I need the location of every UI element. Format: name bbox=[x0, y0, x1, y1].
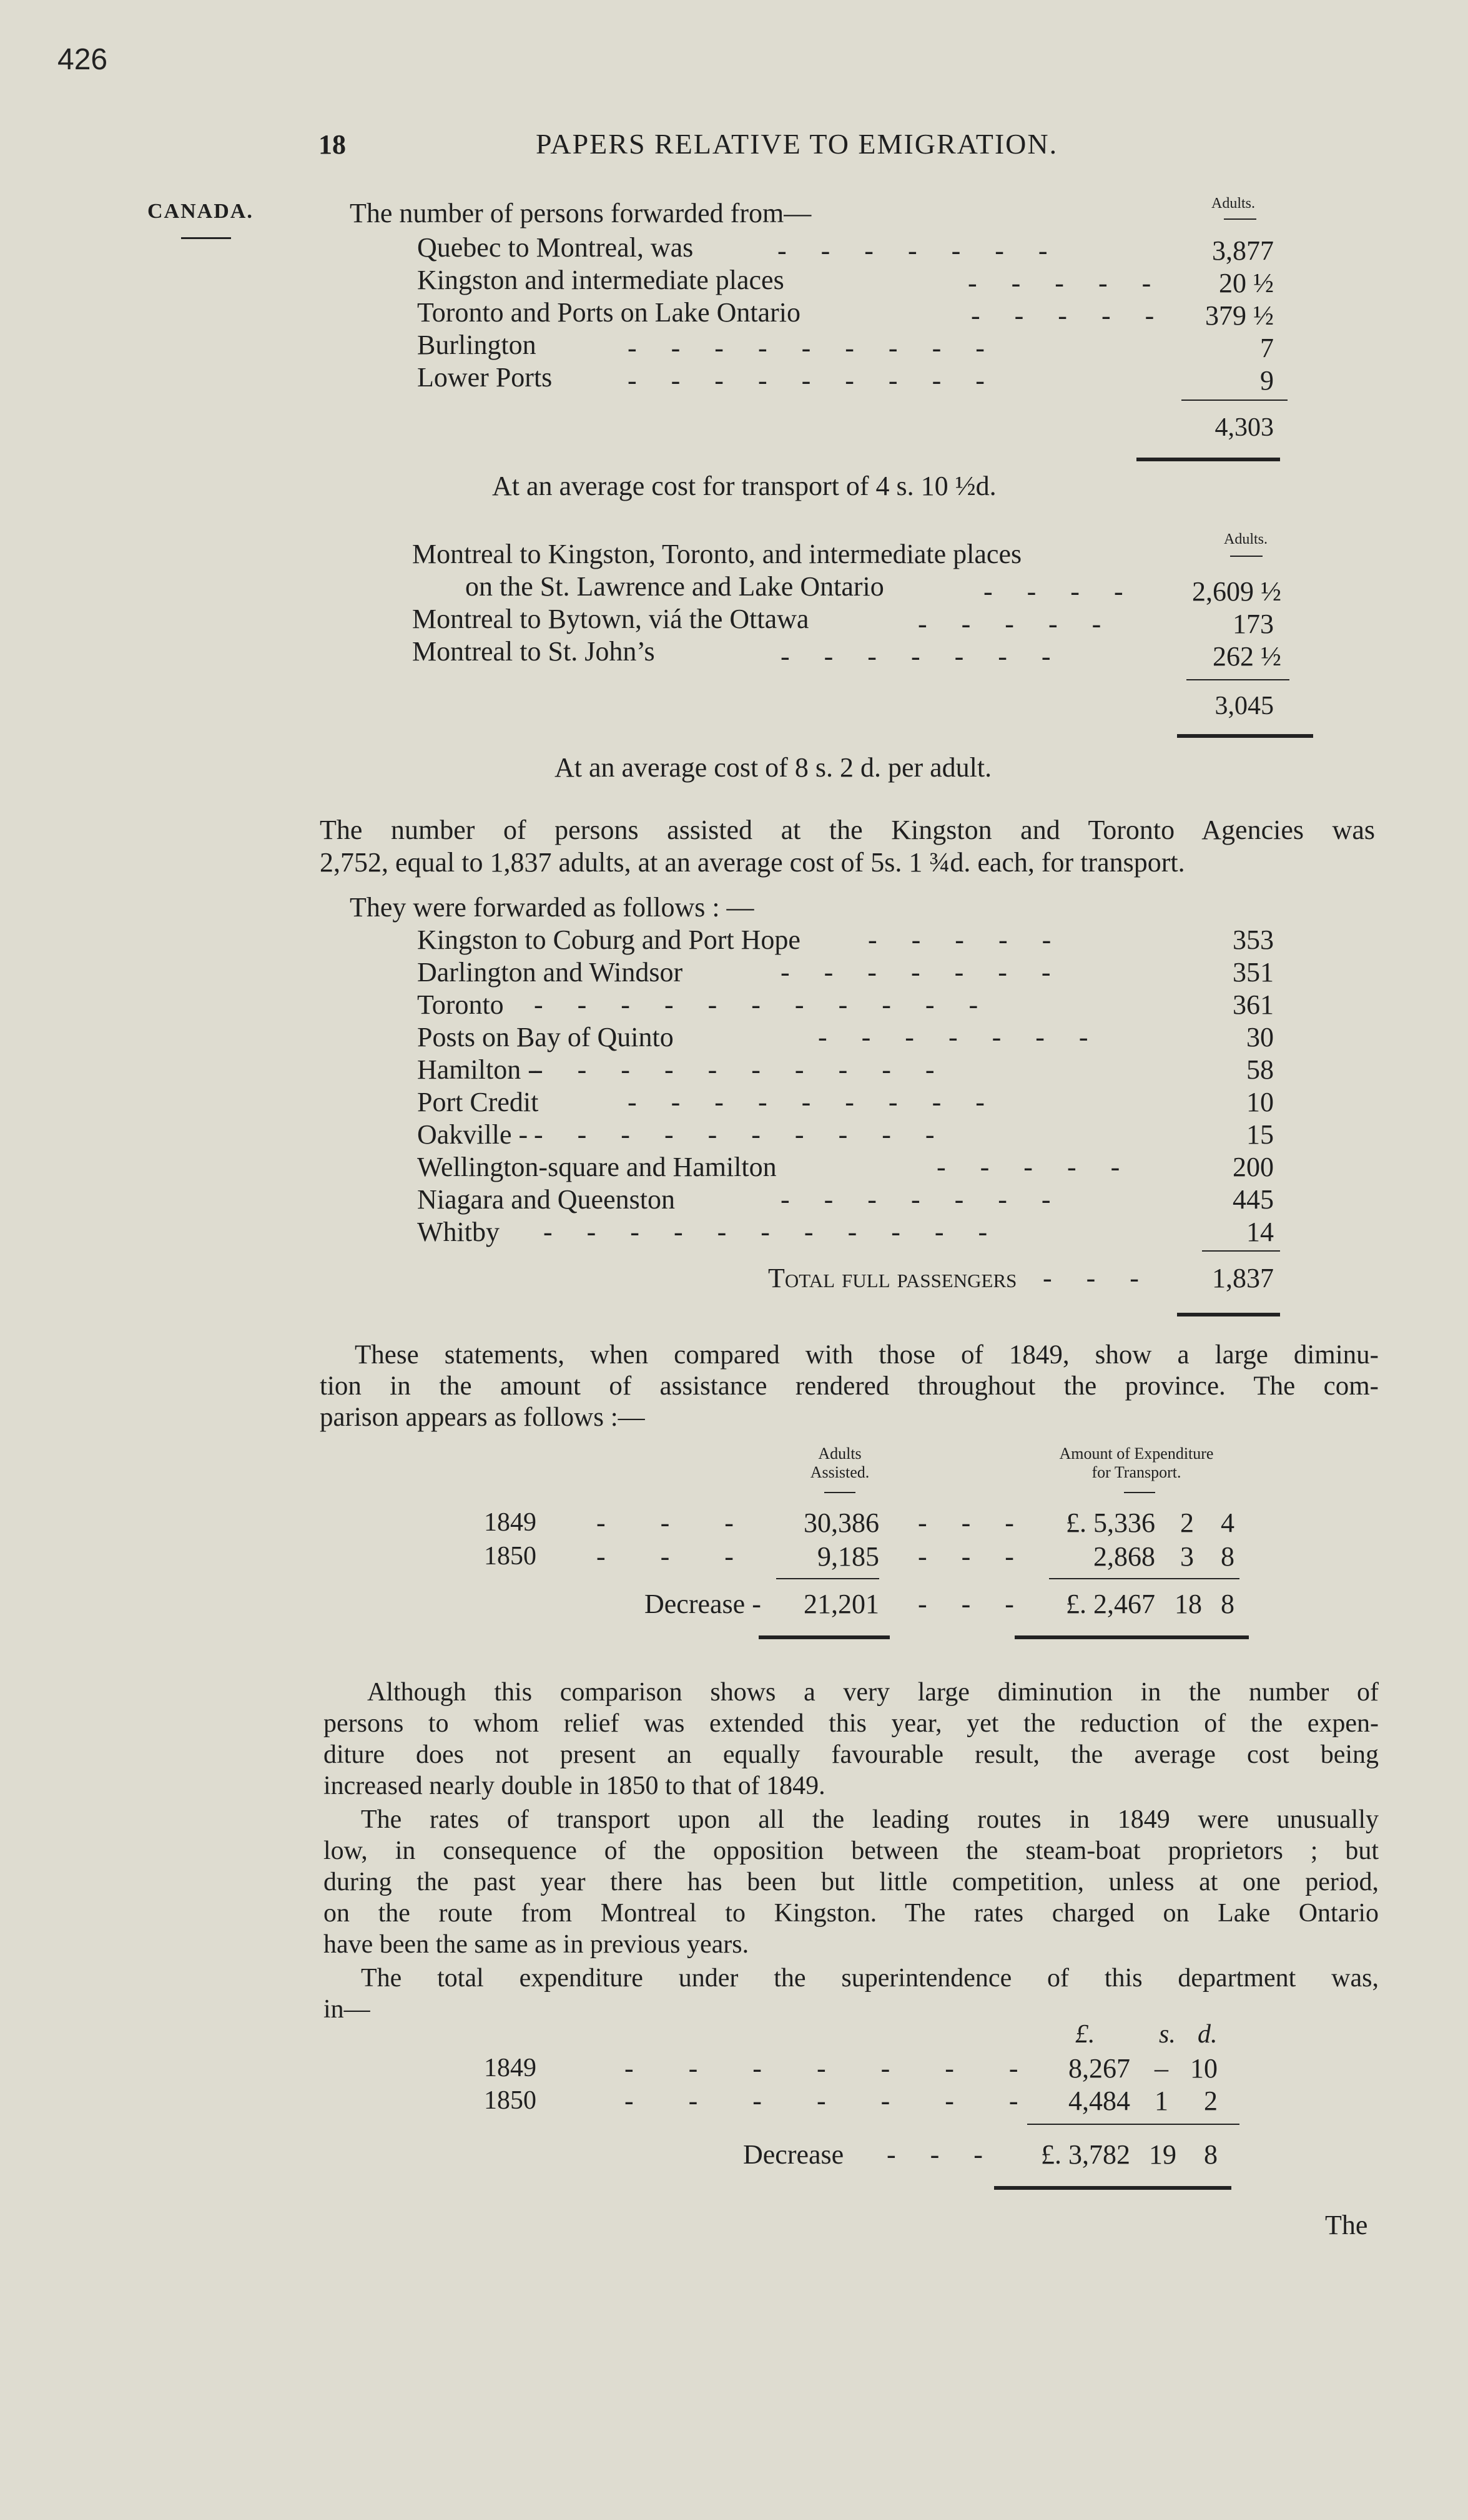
section2-row-label: Montreal to Kingston, Toronto, and intermediate places bbox=[412, 539, 1022, 569]
expenditure-decrease-shillings: 19 bbox=[1149, 2139, 1176, 2170]
section3-row-dashes: - - - - - - - - - - - bbox=[543, 1217, 988, 1247]
inner-page-number: 18 bbox=[318, 129, 346, 160]
expenditure-decrease-label: Decrease bbox=[743, 2139, 844, 2170]
comparison-sum-rule bbox=[776, 1578, 879, 1579]
para-line: low, in consequence of the opposition between the steam-boat proprietors ; but bbox=[323, 1836, 1379, 1865]
section1-row-dashes: - - - - - bbox=[968, 268, 1151, 298]
section1-row: Quebec to Montreal, was bbox=[417, 232, 694, 263]
expenditure-header-shillings: s. bbox=[1159, 2020, 1176, 2049]
expenditure-header-pence: d. bbox=[1198, 2020, 1218, 2049]
expenditure-pounds: 4,484 bbox=[1068, 2086, 1130, 2116]
section1-unit-label: Adults. bbox=[1211, 195, 1256, 212]
section2-row-label-cont: on the St. Lawrence and Lake Ontario bbox=[465, 571, 884, 602]
comparison-shillings: 3 bbox=[1180, 1541, 1194, 1572]
section2-note: At an average cost of 8 s. 2 d. per adult. bbox=[554, 752, 992, 783]
comparison-pence: 4 bbox=[1221, 1508, 1234, 1538]
section1-row: Kingston and intermediate places bbox=[417, 265, 784, 295]
section1-row-value: 20 ½ bbox=[1219, 268, 1274, 298]
section2-row-label: Montreal to St. John’s bbox=[412, 636, 655, 667]
para-line: diture does not present an equally favourable result, the average cost being bbox=[323, 1740, 1379, 1769]
expenditure-dashes: - - - - - - - bbox=[624, 2086, 1018, 2116]
comparison-dashes: - - - bbox=[596, 1508, 734, 1538]
section3-row-value: 15 bbox=[1246, 1119, 1274, 1150]
section1-row: Burlington bbox=[417, 330, 536, 360]
margin-note-rule bbox=[181, 237, 231, 239]
expenditure-year: 1850 bbox=[484, 2086, 536, 2115]
comparison-shillings: 2 bbox=[1180, 1508, 1194, 1538]
section1-row-dashes: - - - - - bbox=[971, 300, 1155, 331]
section3-total-rule bbox=[1177, 1313, 1280, 1316]
section1-row-dashes: - - - - - - - bbox=[777, 235, 1048, 266]
expenditure-dashes: - - - - - - - bbox=[624, 2053, 1018, 2084]
section3-row-dashes: - - - - - - - - - bbox=[628, 1087, 985, 1117]
section2-row-dashes: - - - - - bbox=[918, 609, 1101, 639]
comparison-pounds: 2,868 bbox=[1093, 1541, 1155, 1572]
section2-row-dashes: - - - - - - - bbox=[781, 641, 1051, 672]
comparison-pence: 8 bbox=[1221, 1541, 1234, 1572]
section3-row-label: Niagara and Queenston bbox=[417, 1184, 675, 1215]
comparison-decrease-shillings: 18 bbox=[1175, 1589, 1202, 1619]
section3-row-value: 361 bbox=[1233, 989, 1274, 1020]
section3-row-label: Wellington-square and Hamilton bbox=[417, 1152, 777, 1182]
para-line: The number of persons assisted at the Kingston and Toronto Agencies was bbox=[320, 815, 1375, 845]
comparison-sum-rule bbox=[1049, 1578, 1239, 1579]
para-line: persons to whom relief was extended this year, yet the reduction of the expen- bbox=[323, 1709, 1379, 1738]
section3-row-dashes: - - - - - - - - - - bbox=[534, 1119, 935, 1150]
section1-row: Lower Ports bbox=[417, 362, 553, 393]
expenditure-sum-rule bbox=[1027, 2124, 1239, 2125]
para-line: 2,752, equal to 1,837 adults, at an average cost of 5s. 1 ¾d. each, for transport. bbox=[320, 847, 1185, 878]
comparison-dashes: - - - bbox=[596, 1541, 734, 1572]
expenditure-decrease-pence: 8 bbox=[1204, 2139, 1218, 2170]
section2-unit-rule bbox=[1230, 556, 1263, 557]
section3-row-label: Kingston to Coburg and Port Hope bbox=[417, 924, 801, 955]
section1-note: At an average cost for transport of 4 s. 10 ½d. bbox=[492, 471, 997, 501]
section3-row-label: Oakville - bbox=[417, 1119, 528, 1150]
section3-row-label: Posts on Bay of Quinto bbox=[417, 1022, 674, 1052]
section3-total: 1,837 bbox=[1212, 1263, 1274, 1293]
para-line: These statements, when compared with those of 1849, show a large diminu- bbox=[355, 1340, 1379, 1370]
expenditure-year: 1849 bbox=[484, 2054, 536, 2082]
section3-row-label: Toronto bbox=[417, 989, 504, 1020]
section3-row-value: 351 bbox=[1233, 957, 1274, 988]
section1-intro: The number of persons forwarded from— bbox=[350, 198, 812, 228]
section1-row-value: 379 ½ bbox=[1205, 300, 1274, 331]
para-diminution bbox=[323, 1677, 1379, 1802]
margin-note: CANADA. bbox=[147, 200, 254, 223]
section2-row-value: 2,609 ½ bbox=[1192, 576, 1281, 607]
section3-row-label: Hamilton - bbox=[417, 1054, 537, 1085]
comparison-total-rule bbox=[759, 1635, 890, 1639]
section2-total-rule bbox=[1177, 734, 1313, 738]
comparison-col1-rule bbox=[824, 1492, 855, 1493]
section3-row-dashes: - - - - - - - bbox=[781, 1184, 1051, 1215]
section3-row-dashes: - - - - - - - bbox=[781, 957, 1051, 988]
section3-row-dashes: - - - - - - - bbox=[818, 1022, 1088, 1052]
section3-total-dashes: - - - bbox=[1043, 1263, 1139, 1293]
para-rates bbox=[323, 1804, 1379, 1960]
comparison-col2-header: for Transport. bbox=[1091, 1463, 1181, 1481]
section3-total-label: Total full passengers bbox=[768, 1263, 1017, 1293]
expenditure-pounds: 8,267 bbox=[1068, 2053, 1130, 2084]
expenditure-pence: 2 bbox=[1204, 2086, 1218, 2116]
section3-row-value: 445 bbox=[1233, 1184, 1274, 1215]
section2-row-value: 173 bbox=[1233, 609, 1274, 639]
section2-unit-label: Adults. bbox=[1224, 531, 1268, 547]
section3-row-value: 30 bbox=[1246, 1022, 1274, 1052]
comparison-col1-header: Assisted. bbox=[810, 1463, 870, 1481]
section1-row-value: 9 bbox=[1260, 365, 1274, 396]
section1-unit-rule bbox=[1224, 218, 1256, 220]
para-line: in— bbox=[323, 1995, 370, 2024]
para-agencies bbox=[320, 814, 1375, 879]
para-expenditure bbox=[323, 1963, 1379, 2025]
para-line: The total expenditure under the superintendence of this department was, bbox=[361, 1964, 1379, 1993]
section3-row-dashes: - - - - - bbox=[937, 1152, 1120, 1182]
section1-total: 4,303 bbox=[1214, 413, 1274, 442]
para-comparison bbox=[320, 1340, 1379, 1433]
comparison-col2-header: Amount of Expenditure bbox=[1059, 1444, 1214, 1463]
section3-row-label: Darlington and Windsor bbox=[417, 957, 683, 988]
comparison-decrease-pence: 8 bbox=[1221, 1589, 1234, 1619]
comparison-year: 1850 bbox=[484, 1542, 536, 1571]
expenditure-pence: 10 bbox=[1190, 2053, 1218, 2084]
page-number: 426 bbox=[57, 43, 108, 76]
section3-row-value: 353 bbox=[1233, 924, 1274, 955]
para-line: increased nearly double in 1850 to that of 1849. bbox=[323, 1772, 825, 1800]
para-line: parison appears as follows :— bbox=[320, 1403, 645, 1432]
expenditure-total-rule bbox=[994, 2186, 1231, 2190]
section3-sum-rule bbox=[1202, 1250, 1280, 1252]
section3-row-value: 10 bbox=[1246, 1087, 1274, 1117]
comparison-adults: 9,185 bbox=[817, 1541, 879, 1572]
section2-sum-rule bbox=[1186, 679, 1289, 680]
comparison-dashes: - - - bbox=[918, 1508, 1014, 1538]
section2-total: 3,045 bbox=[1214, 692, 1274, 720]
para-line: during the past year there has been but little competition, unless at one period, bbox=[323, 1868, 1379, 1896]
section3-row-dashes: - - - - - - - - - - bbox=[534, 1054, 935, 1085]
comparison-dashes: - - - bbox=[918, 1541, 1014, 1572]
comparison-decrease-pounds: £. 2,467 bbox=[1066, 1589, 1155, 1619]
expenditure-decrease-pounds: £. 3,782 bbox=[1041, 2139, 1130, 2170]
section1-sum-rule bbox=[1181, 400, 1288, 401]
section3-row-value: 200 bbox=[1233, 1152, 1274, 1182]
section3-row-label: Whitby bbox=[417, 1217, 500, 1247]
para-line: on the route from Montreal to Kingston. The rates charged on Lake Ontario bbox=[323, 1899, 1379, 1928]
comparison-adults: 30,386 bbox=[804, 1508, 879, 1538]
section3-row-dashes: - - - - - bbox=[868, 924, 1052, 955]
section3-row-value: 14 bbox=[1246, 1217, 1274, 1247]
section1-total-rule bbox=[1136, 458, 1280, 461]
section2-row-dashes: - - - - bbox=[983, 576, 1123, 607]
expenditure-header-pounds: £. bbox=[1075, 2020, 1095, 2049]
section3-intro: They were forwarded as follows : — bbox=[350, 892, 754, 923]
section1-row-dashes: - - - - - - - - - bbox=[628, 333, 985, 363]
comparison-dashes: - - - bbox=[918, 1589, 1014, 1619]
section3-row-dashes: - - - - - - - - - - - bbox=[534, 989, 978, 1020]
comparison-decrease-label: Decrease - bbox=[644, 1589, 761, 1619]
comparison-year: 1849 bbox=[484, 1508, 536, 1537]
comparison-pounds: £. 5,336 bbox=[1066, 1508, 1155, 1538]
comparison-col1-header: Adults bbox=[818, 1444, 862, 1463]
expenditure-dashes: - - - bbox=[887, 2139, 983, 2170]
section1-row-dashes: - - - - - - - - - bbox=[628, 365, 985, 396]
running-title: PAPERS RELATIVE TO EMIGRATION. bbox=[536, 128, 1058, 160]
section1-row: Toronto and Ports on Lake Ontario bbox=[417, 297, 801, 328]
expenditure-shillings: 1 bbox=[1155, 2086, 1168, 2116]
section3-row-value: 58 bbox=[1246, 1054, 1274, 1085]
comparison-total-rule bbox=[1015, 1635, 1249, 1639]
catchword: The bbox=[1325, 2210, 1368, 2240]
section3-row-label: Port Credit bbox=[417, 1087, 539, 1117]
section1-row-value: 7 bbox=[1260, 333, 1274, 363]
comparison-decrease-adults: 21,201 bbox=[804, 1589, 879, 1619]
section2-row-value: 262 ½ bbox=[1213, 641, 1281, 672]
comparison-col2-rule bbox=[1124, 1492, 1155, 1493]
para-line: tion in the amount of assistance rendered throughout the province. The com- bbox=[320, 1371, 1379, 1401]
para-line: Although this comparison shows a very large diminution in the number of bbox=[367, 1678, 1379, 1707]
expenditure-shillings: – bbox=[1155, 2053, 1168, 2084]
para-line: have been the same as in previous years. bbox=[323, 1930, 749, 1959]
section2-row-label: Montreal to Bytown, viá the Ottawa bbox=[412, 604, 809, 634]
section1-row-value: 3,877 bbox=[1212, 235, 1274, 266]
para-line: The rates of transport upon all the leading routes in 1849 were unusually bbox=[361, 1805, 1379, 1834]
